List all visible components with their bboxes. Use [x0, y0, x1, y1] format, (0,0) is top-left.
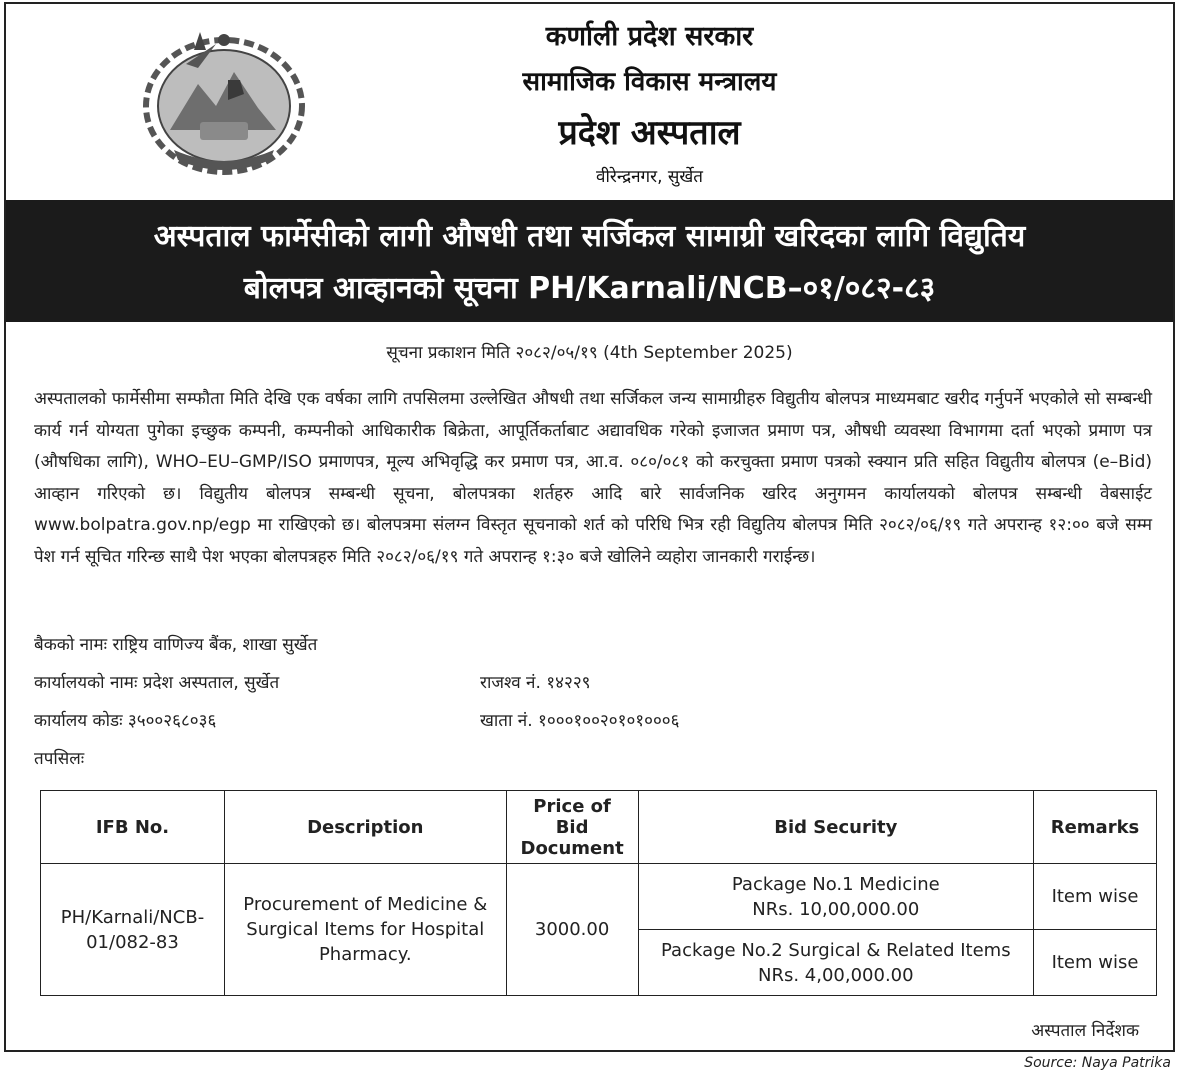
- office-code: कार्यालय कोडः ३५००२६८०३६: [34, 711, 217, 731]
- cell-remark-2: Item wise: [1034, 930, 1157, 996]
- signature-title: अस्पताल निर्देशक: [1031, 1021, 1139, 1041]
- office-name: कार्यालयको नामः प्रदेश अस्पताल, सुर्खेत: [34, 673, 280, 693]
- cell-description: [224, 864, 506, 996]
- ifb-line2: 01/082-83: [86, 931, 179, 953]
- schedule-label: तपसिलः: [34, 749, 85, 769]
- header-description: Description: [224, 791, 506, 864]
- notice-header: [6, 4, 1173, 200]
- cell-price: 3000.00: [506, 864, 638, 996]
- desc-line1: Procurement of Medicine &: [243, 894, 488, 915]
- banner-line-1: अस्पताल फार्मेसीको लागी औषधी तथा सर्जिकल सामाग्री खरिदका लागि विद्युतिय: [153, 219, 1026, 254]
- package-2-name: Package No.2 Surgical & Related Items: [661, 939, 1011, 961]
- source-credit: Source: Naya Patrika: [1024, 1055, 1171, 1071]
- cell-remark-1: Item wise: [1034, 864, 1157, 930]
- cell-ifb: [41, 864, 225, 996]
- account-number: खाता नं. १०००१००२०१०१०००६: [480, 711, 680, 731]
- ministry-title: सामाजिक विकास मन्त्रालय: [522, 67, 777, 97]
- package-1-amount: NRs. 10,00,000.00: [752, 898, 920, 920]
- hospital-location: वीरेन्द्रनगर, सुर्खेत: [596, 167, 703, 187]
- header-price-line2: Document: [520, 837, 624, 859]
- table-row: [41, 864, 1157, 930]
- bid-table: [40, 790, 1157, 996]
- notice-banner: [6, 200, 1173, 322]
- desc-line3: Pharmacy.: [318, 944, 412, 965]
- ifb-line1: PH/Karnali/NCB-: [60, 906, 205, 928]
- bank-name: बैकको नामः राष्ट्रिय वाणिज्य बैंक, शाखा सुर्खेत: [34, 635, 318, 655]
- header-price: [506, 791, 638, 864]
- notice-frame: [4, 2, 1175, 1052]
- package-1-name: Package No.1 Medicine: [731, 873, 940, 895]
- header-ifb: IFB No.: [41, 791, 225, 864]
- table-header-row: [41, 791, 1157, 864]
- notice-body: अस्पतालको फार्मेसीमा सम्फौता मिति देखि एक वर्षका लागि तपसिलमा उल्लेखित औषधी तथा सर्जिकल जन्य सामाग्रीहरु विद्युतीय बोलपत्र माध्यमबाट खरीद गर्नुपर्ने भएकोले सो सम्बन्धी कार्य गर्न योग्यता पुगेका इच्छुक कम्पनी, कम्पनीको आधिकारीक बिक्रेता, आपूर्तिकर्ताबाट अद्यावधिक गरेको इजाजत प्रमाण पत्र, औषधी व्यवस्था विभागमा दर्ता भएको प्रमाण पत्र (औषधिका लागि), WHO–EU–GMP/ISO प्रमाणपत्र, मूल्य अभिवृद्धि कर प्रमाण पत्र, आ.व. ०८०/०८१ को करचुक्ता प्रमाण पत्रको स्क्यान प्रति सहित विद्युतीय बोलपत्र (e–Bid) आव्हान गरिएको छ। विद्युतीय बोलपत्र सम्बन्धी सूचना, बोलपत्रका शर्तहरु आदि बारे सार्वजनिक खरिद अनुगमन कार्यालयको बोलपत्र सम्बन्धी वेबसाईट www.bolpatra.gov.np/egp मा राखिएको छ। बोलपत्रमा संलग्न विस्तृत सूचनाको शर्त को परिधि भित्र रही विद्युतिय बोलपत्र मिति २०८२/०६/१९ गते अपरान्ह १२:०० बजे सम्म पेश गर्न सूचित गरिन्छ साथै पेश भएका बोलपत्रहरु मिति २०८२/०६/१९ गते अपरान्ह १:३० बजे खोलिने व्यहोरा जानकारी गराईन्छ।: [34, 389, 1152, 567]
- banner-line-2: बोलपत्र आव्हानको सूचना PH/Karnali/NCB–०१/०८२-८३: [243, 271, 936, 306]
- cell-package-2: [638, 930, 1033, 996]
- government-title: कर्णाली प्रदेश सरकार: [545, 21, 754, 52]
- desc-line2: Surgical Items for Hospital: [246, 919, 485, 940]
- revenue-number: राजश्व नं. १४२२९: [480, 673, 591, 693]
- publication-date: सूचना प्रकाशन मिति २०८२/०५/१९ (4th September 2025): [386, 343, 793, 363]
- header-remarks: Remarks: [1034, 791, 1157, 864]
- hospital-title: प्रदेश अस्पताल: [558, 113, 741, 153]
- header-security: Bid Security: [638, 791, 1033, 864]
- header-price-line1: Price of Bid: [533, 795, 611, 838]
- cell-package-1: [638, 864, 1033, 930]
- package-2-amount: NRs. 4,00,000.00: [758, 964, 914, 986]
